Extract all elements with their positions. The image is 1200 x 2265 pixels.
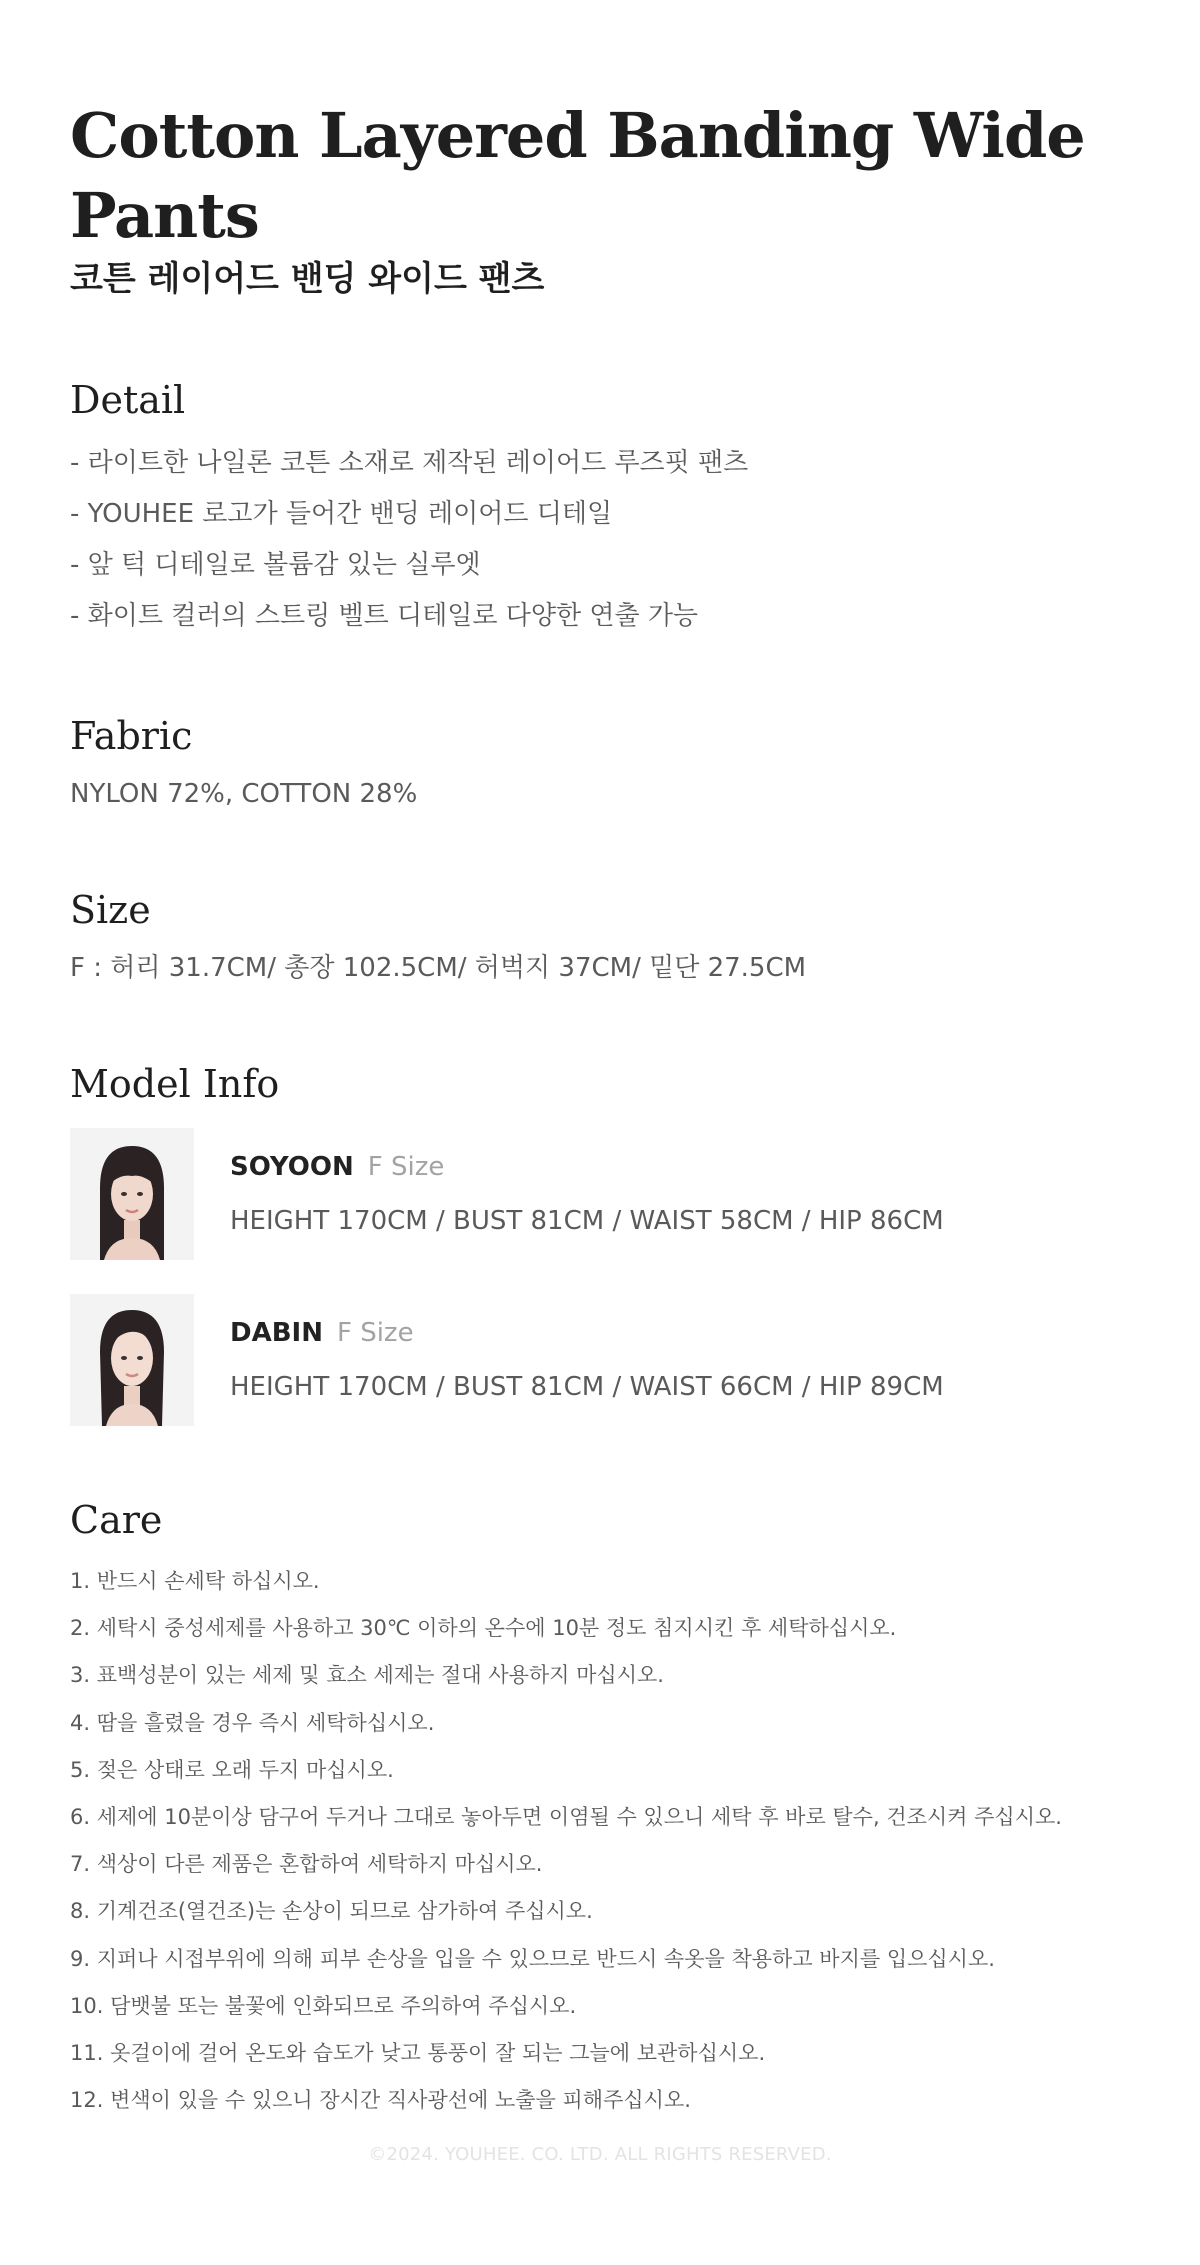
care-item: 12. 변색이 있을 수 있으니 장시간 직사광선에 노출을 피해주십시오. [70, 2088, 691, 2113]
care-item: 2. 세탁시 중성세제를 사용하고 30℃ 이하의 온수에 10분 정도 침지시킨 후 세탁하십시오. [70, 1616, 897, 1641]
care-item: 8. 기계건조(열건조)는 손상이 되므로 삼가하여 주십시오. [70, 1899, 593, 1924]
model-name: SOYOON [230, 1152, 354, 1182]
size-text: F : 허리 31.7CM/ 총장 102.5CM/ 허벅지 37CM/ 밑단 27.5CM [70, 953, 807, 983]
detail-line: - YOUHEE 로고가 들어간 밴딩 레이어드 디테일 [70, 499, 613, 529]
model-card [70, 1128, 1130, 1260]
model-text [230, 1313, 944, 1407]
detail-line: - 라이트한 나일론 코튼 소재로 제작된 레이어드 루즈핏 팬츠 [70, 448, 749, 478]
care-section [70, 1496, 1130, 2124]
care-item: 3. 표백성분이 있는 세제 및 효소 세제는 절대 사용하지 마십시오. [70, 1663, 664, 1688]
fabric-section [70, 712, 1130, 814]
product-title-en: Cotton Layered Banding Wide Pants [70, 99, 1085, 252]
fabric-text: NYLON 72%, COTTON 28% [70, 779, 418, 809]
detail-heading: Detail [70, 378, 186, 422]
care-item: 9. 지퍼나 시접부위에 의해 피부 손상을 입을 수 있으므로 반드시 속옷을 착용하고 바지를 입으십시오. [70, 1946, 995, 1971]
model-photo [70, 1294, 194, 1426]
model-photo [70, 1128, 194, 1260]
size-heading: Size [70, 888, 151, 932]
model-measurements: HEIGHT 170CM / BUST 81CM / WAIST 58CM / HIP 86CM [230, 1206, 944, 1236]
care-heading: Care [70, 1498, 163, 1542]
care-list [70, 1558, 1130, 2124]
care-item: 5. 젖은 상태로 오래 두지 마십시오. [70, 1757, 394, 1782]
size-section [70, 886, 1130, 988]
model-size: F Size [367, 1152, 445, 1182]
detail-list [70, 438, 1130, 642]
model-name: DABIN [230, 1318, 323, 1348]
care-item: 11. 옷걸이에 걸어 온도와 습도가 낮고 통풍이 잘 되는 그늘에 보관하십시오. [70, 2041, 766, 2066]
detail-line: - 앞 턱 디테일로 볼륨감 있는 실루엣 [70, 550, 481, 580]
model-info-section [70, 1060, 1130, 1426]
care-item: 6. 세제에 10분이상 담구어 두거나 그대로 놓아두면 이염될 수 있으니 세탁 후 바로 탈수, 건조시켜 주십시오. [70, 1805, 1062, 1830]
detail-line: - 화이트 컬러의 스트링 벨트 디테일로 다양한 연출 가능 [70, 601, 699, 631]
product-title-ko: 코튼 레이어드 밴딩 와이드 팬츠 [70, 259, 545, 299]
care-item: 1. 반드시 손세탁 하십시오. [70, 1569, 320, 1593]
care-item: 4. 땀을 흘렸을 경우 즉시 세탁하십시오. [70, 1710, 435, 1735]
care-item: 10. 담뱃불 또는 불꽃에 인화되므로 주의하여 주십시오. [70, 1993, 577, 2018]
model-card [70, 1294, 1130, 1426]
detail-section [70, 376, 1130, 642]
care-item: 7. 색상이 다른 제품은 혼합하여 세탁하지 마십시오. [70, 1852, 543, 1877]
fabric-heading: Fabric [70, 714, 193, 758]
model-measurements: HEIGHT 170CM / BUST 81CM / WAIST 66CM / HIP 89CM [230, 1372, 944, 1402]
model-text [230, 1147, 944, 1241]
model-size: F Size [336, 1318, 414, 1348]
model-info-heading: Model Info [70, 1062, 280, 1106]
copyright-footer: ©2024. YOUHEE. CO. LTD. ALL RIGHTS RESERVED. [368, 2144, 832, 2165]
